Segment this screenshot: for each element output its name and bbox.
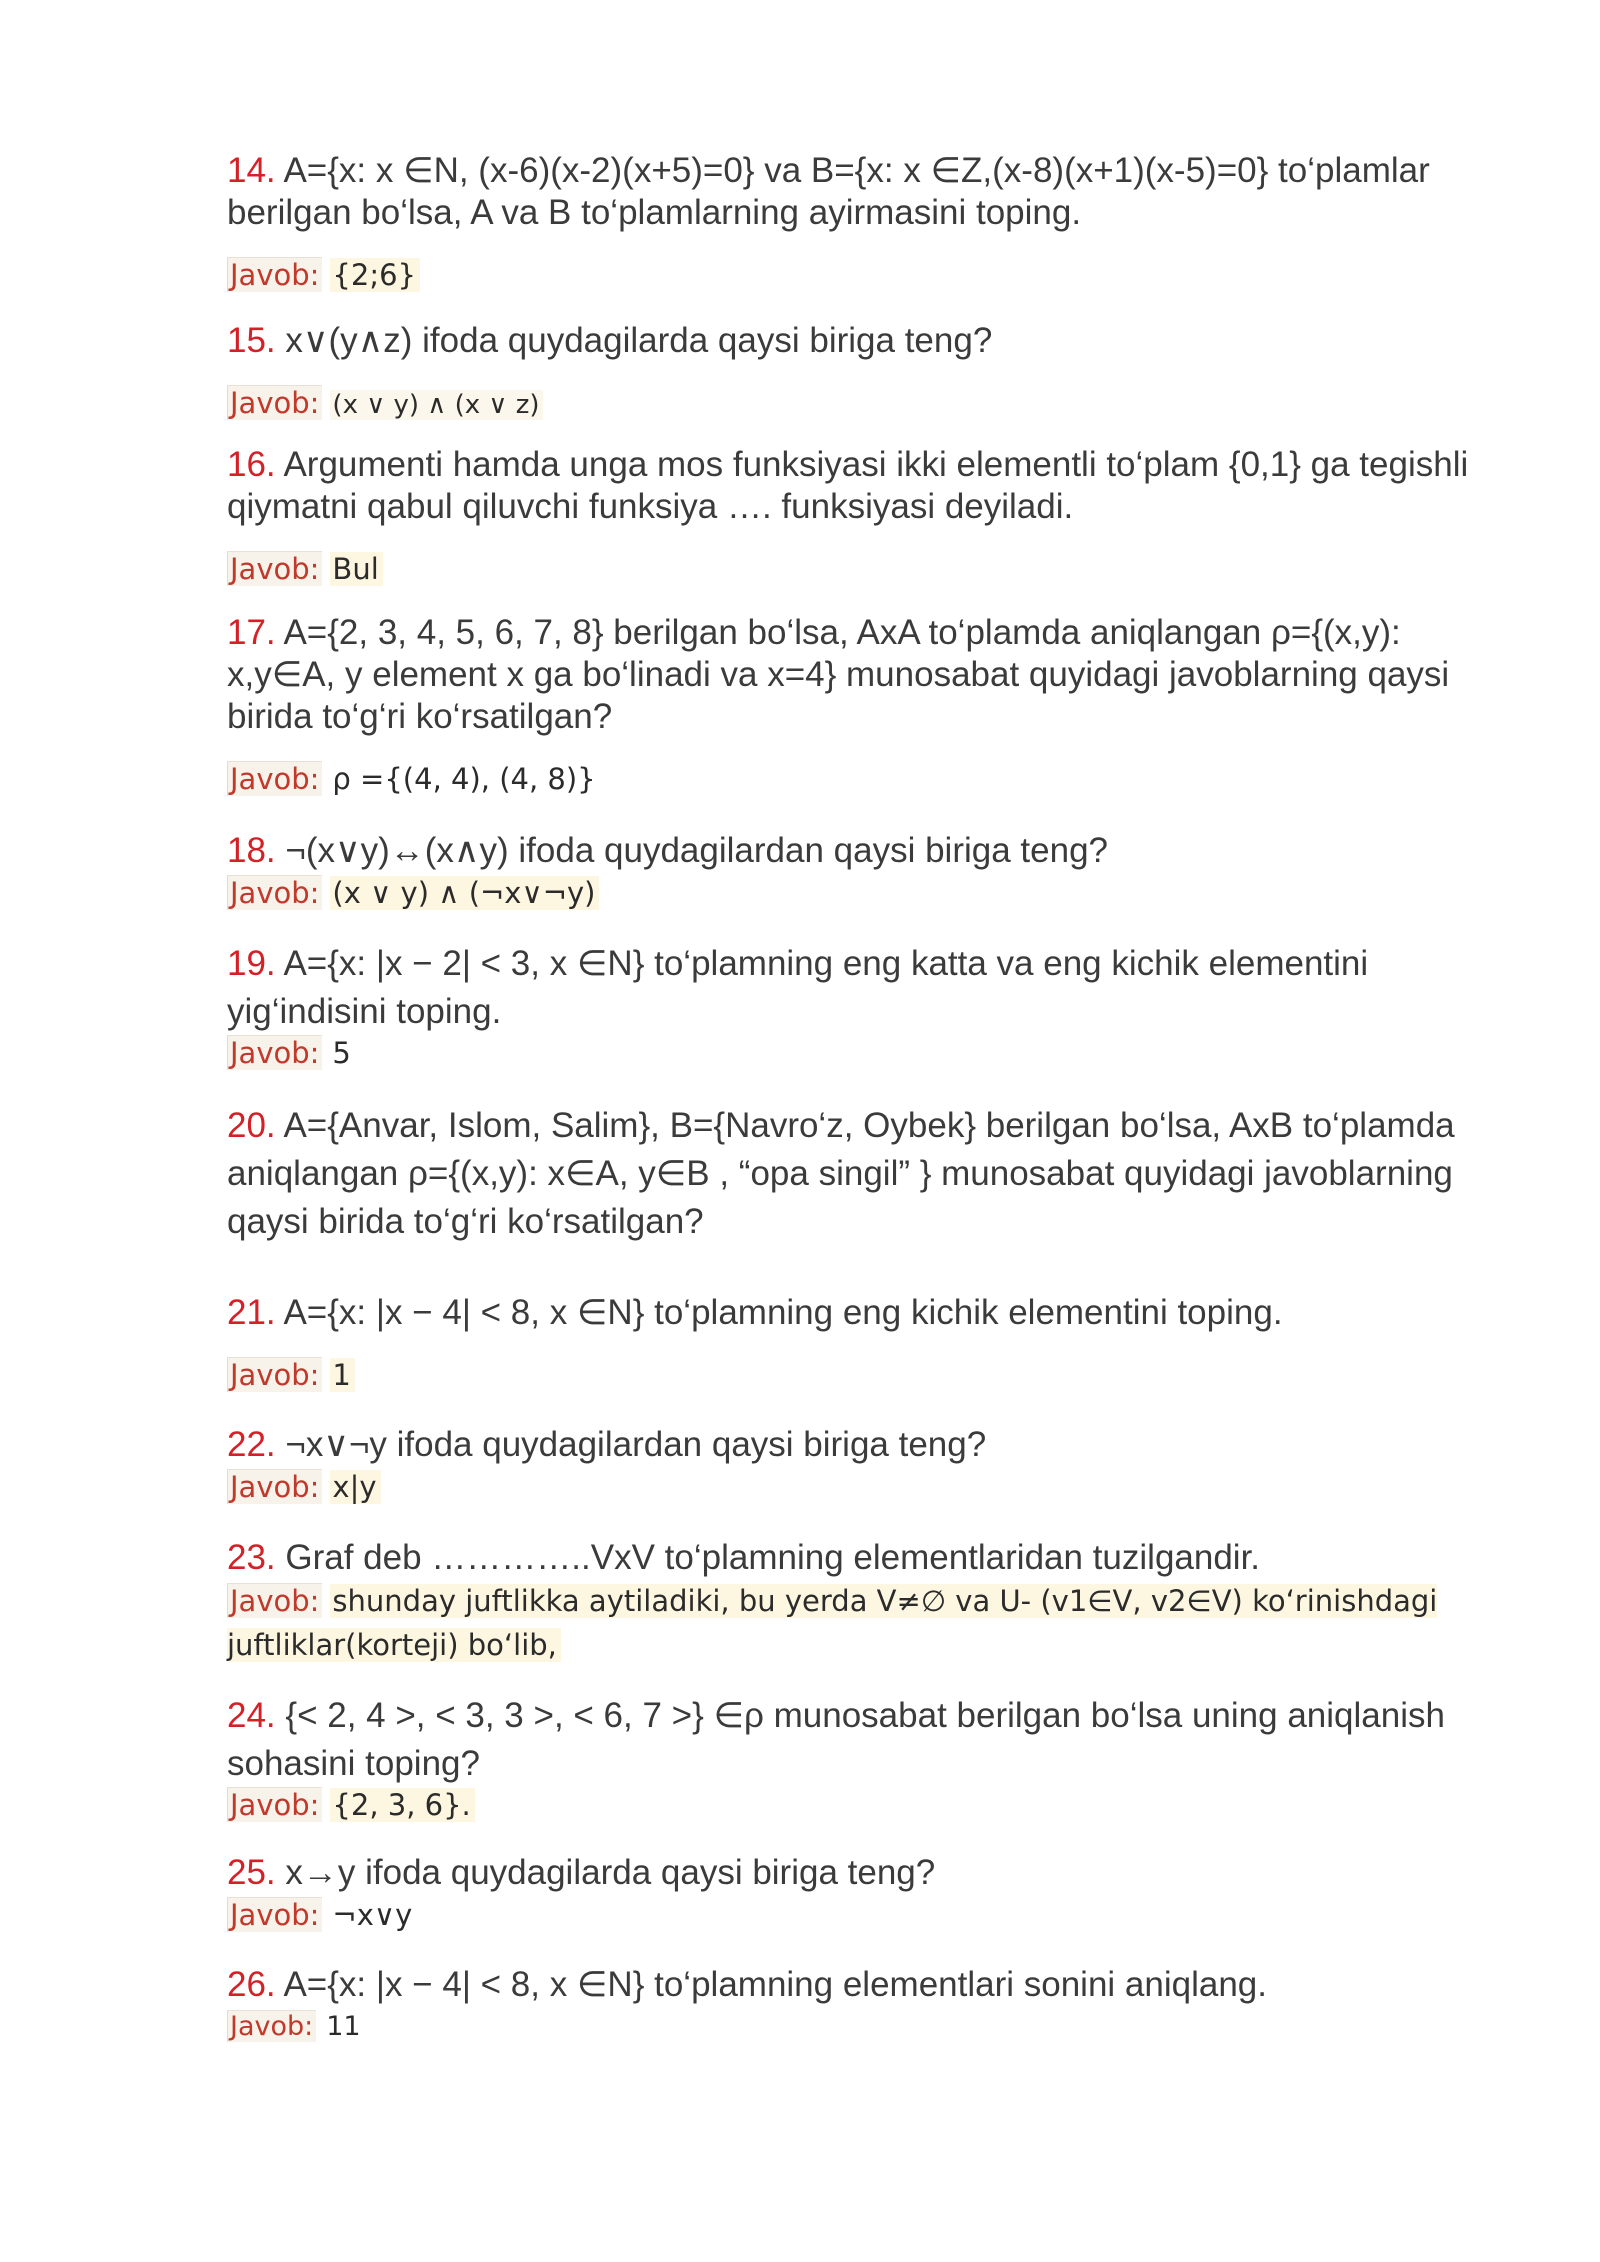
answer-label: Javob:	[227, 257, 322, 292]
question-22	[227, 1424, 1477, 1508]
question-text: Graf deb …………..VxV to‘plamning elementlaridan tuzilgandir.	[285, 1538, 1261, 1577]
question-text: A={x: |x − 4| < 8, x ∈N} to‘plamning eng kichik elementini toping.	[283, 1293, 1283, 1332]
question-text: A={Anvar, Islom, Salim}, B={Navro‘z, Oybek} berilgan bo‘lsa, AxB to‘plamda aniqlangan ρ={(x,y): x∈A, y∈B , “opa singil” } munosabat quyidagi javoblarning qaysi birida to‘g‘ri ko‘rsatilgan?	[227, 1106, 1455, 1241]
question-number: 20.	[227, 1106, 276, 1145]
answer-value: shunday juftlikka aytiladiki, bu yerda V≠∅ va U- (v1∈V, v2∈V) ko‘rinishdagi juftliklar(korteji) bo‘lib,	[227, 1584, 1438, 1662]
answer-value: x|y	[330, 1470, 380, 1504]
question-number: 25.	[227, 1853, 276, 1892]
question-15	[227, 320, 1477, 426]
answer-value: Bul	[330, 552, 382, 586]
answer-label: Javob:	[227, 1469, 322, 1504]
answer-label: Javob:	[227, 1035, 322, 1070]
answer-label: Javob:	[227, 1357, 322, 1392]
question-text: x∨(y∧z) ifoda quydagilarda qaysi biriga teng?	[285, 321, 993, 360]
answer-value: {2, 3, 6}.	[330, 1788, 474, 1822]
question-19	[227, 940, 1477, 1074]
question-number: 18.	[227, 831, 276, 870]
answer-label: Javob:	[227, 551, 322, 586]
question-number: 15.	[227, 321, 276, 360]
question-26	[227, 1964, 1477, 2048]
question-number: 22.	[227, 1425, 276, 1464]
answer-value: 11	[326, 2011, 361, 2042]
answer-value: {2;6}	[330, 258, 420, 292]
question-14	[227, 150, 1477, 296]
question-24	[227, 1692, 1477, 1826]
question-text: A={x: |x − 2| < 3, x ∈N} to‘plamning eng katta va eng kichik elementini yig‘indisini toping.	[227, 944, 1369, 1031]
question-number: 23.	[227, 1538, 276, 1577]
question-number: 16.	[227, 445, 276, 484]
question-text: Argumenti hamda unga mos funksiyasi ikki elementli to‘plam {0,1} ga tegishli qiymatni qabul qiluvchi funksiya …. funksiyasi deyiladi.	[227, 445, 1469, 526]
question-text: {< 2, 4 >, < 3, 3 >, < 6, 7 >} ∈ρ munosabat berilgan bo‘lsa uning aniqlanish sohasini toping?	[227, 1696, 1445, 1783]
answer-value: 1	[330, 1358, 354, 1392]
answer-label: Javob:	[227, 1787, 322, 1822]
question-number: 14.	[227, 151, 276, 190]
answer-label: Javob:	[227, 875, 322, 910]
question-number: 26.	[227, 1965, 276, 2004]
question-number: 19.	[227, 944, 276, 983]
question-text: ¬x∨¬y ifoda quydagilardan qaysi biriga teng?	[285, 1425, 987, 1464]
question-text: A={x: |x − 4| < 8, x ∈N} to‘plamning elementlari sonini aniqlang.	[283, 1965, 1267, 2004]
answer-label: Javob:	[227, 761, 322, 796]
question-25	[227, 1852, 1477, 1936]
question-number: 24.	[227, 1696, 276, 1735]
question-text: A={2, 3, 4, 5, 6, 7, 8} berilgan bo‘lsa, AxA to‘plamda aniqlangan ρ={(x,y): x,y∈A, y element x ga bo‘linadi va x=4} munosabat quyidagi javoblarning qaysi birida to‘g‘ri ko‘rsatilgan?	[227, 613, 1450, 736]
question-number: 21.	[227, 1293, 276, 1332]
question-23	[227, 1537, 1477, 1667]
answer-label: Javob:	[227, 2010, 316, 2042]
question-16	[227, 444, 1477, 590]
answer-value: ρ ={(4, 4), (4, 8)}	[332, 762, 596, 796]
answer-value: (x ∨ y) ∧ (x ∨ z)	[330, 390, 543, 420]
question-text: ¬(x∨y)↔(x∧y) ifoda quydagilardan qaysi biriga teng?	[285, 831, 1108, 870]
question-21	[227, 1292, 1477, 1396]
question-18	[227, 830, 1477, 914]
answer-label: Javob:	[227, 1897, 322, 1932]
answer-value: 5	[332, 1036, 351, 1070]
question-number: 17.	[227, 613, 276, 652]
answer-label: Javob:	[227, 1583, 322, 1618]
question-text: x→y ifoda quydagilarda qaysi biriga teng?	[285, 1853, 936, 1892]
answer-label: Javob:	[227, 385, 322, 420]
answer-value: ¬x∨y	[332, 1898, 413, 1932]
question-20	[227, 1102, 1477, 1246]
answer-value: (x ∨ y) ∧ (¬x∨¬y)	[330, 876, 599, 910]
question-17	[227, 612, 1477, 800]
question-text: A={x: x ∈N, (x-6)(x-2)(x+5)=0} va B={x: x ∈Z,(x-8)(x+1)(x-5)=0} to‘plamlar berilgan bo‘lsa, A va B to‘plamlarning ayirmasini toping.	[227, 151, 1430, 232]
